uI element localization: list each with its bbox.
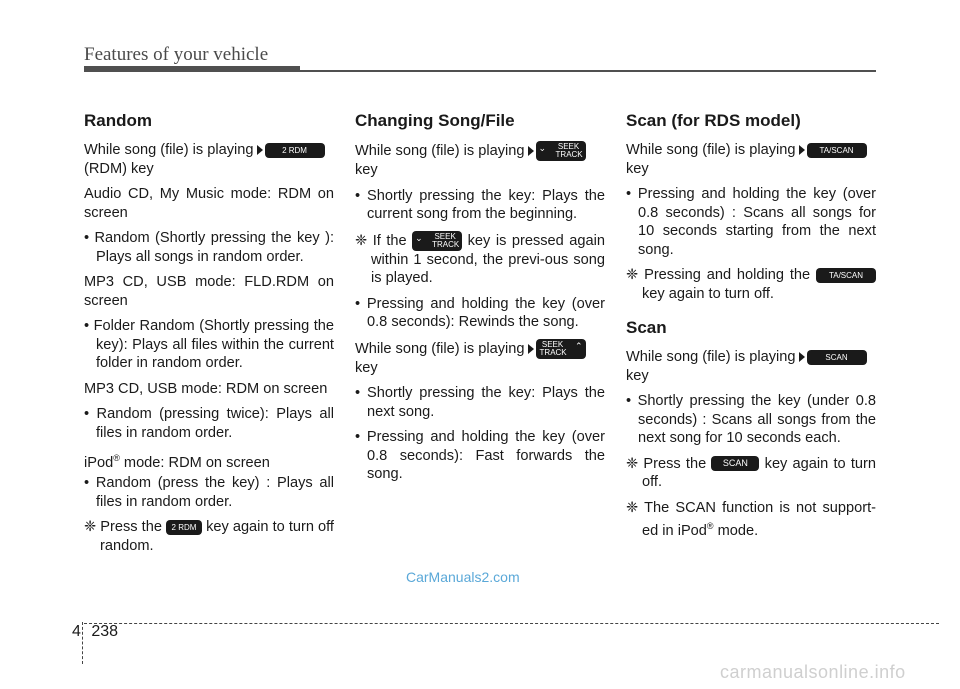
- column-random: [84, 110, 334, 562]
- text: ❈ Press the: [626, 455, 707, 472]
- page-number-value: 238: [91, 623, 119, 640]
- note-item: [355, 231, 605, 288]
- text: ❈ If the: [355, 232, 407, 249]
- arrow-right-icon: [799, 145, 805, 155]
- scan-key-icon: SCAN: [711, 456, 759, 471]
- chevron-down-icon: ⌄: [538, 143, 547, 153]
- text: key again to turn off.: [642, 455, 876, 490]
- note-item: [626, 455, 876, 492]
- paragraph: MP3 CD, USB mode: RDM on screen: [84, 380, 328, 397]
- heading-scan-rds: Scan (for RDS model): [626, 111, 801, 130]
- note-item: [84, 518, 334, 555]
- chapter-number: 4: [72, 623, 81, 640]
- key-label: SEEK TRACK: [432, 231, 460, 249]
- paragraph: [626, 348, 876, 385]
- arrow-right-icon: [799, 352, 805, 362]
- text: key: [355, 162, 378, 178]
- ta-scan-key-icon: TA/SCAN: [816, 268, 876, 283]
- ta-scan-key-icon: TA/SCAN: [807, 143, 867, 158]
- text: While song (file) is playing: [626, 349, 796, 365]
- footer-brand-watermark: carmanualsonline.info: [720, 662, 906, 682]
- text: While song (file) is playing: [355, 340, 525, 357]
- text: key is pressed again within 1 second, the previ-ous song is played.: [371, 232, 605, 286]
- key-label: SEEK TRACK: [539, 339, 567, 357]
- bullet-item: • Shortly pressing the key: Plays the next song.: [355, 385, 605, 420]
- bullet-item: • Folder Random (Shortly pressing the key): Plays all files within the current folder in random order.: [84, 318, 334, 371]
- seek-track-down-key-icon: [412, 231, 462, 251]
- bullet-item: • Random (press the key) : Plays all files in random order.: [84, 475, 334, 510]
- text: iPod: [84, 454, 114, 471]
- watermark-link[interactable]: CarManuals2.com: [406, 569, 520, 585]
- page-number: [72, 623, 118, 641]
- note-item: [626, 266, 876, 303]
- paragraph: [355, 141, 605, 180]
- seek-track-down-key-icon: [536, 141, 586, 161]
- arrow-right-icon: [528, 146, 534, 156]
- bullet-item: • Random (Shortly pressing the key ): Plays all songs in random order.: [84, 230, 334, 265]
- text: ❈ Pressing and holding the: [626, 267, 811, 283]
- paragraph: [84, 141, 334, 178]
- bullet-item: • Pressing and holding the key (over 0.8 seconds): Rewinds the song.: [355, 295, 605, 330]
- text: ❈ Press the: [84, 519, 162, 536]
- bullet-item: • Shortly pressing the key (under 0.8 seconds) : Scans all songs from the next song for 10 seconds each.: [626, 393, 876, 446]
- registered-mark: ®: [706, 521, 714, 531]
- text: key: [626, 367, 649, 384]
- text: While song (file) is playing: [84, 142, 254, 158]
- rdm-key-icon: 2 RDM: [265, 143, 325, 158]
- paragraph: MP3 CD, USB mode: FLD.RDM on screen: [84, 274, 334, 309]
- header-bar: [84, 66, 300, 72]
- text: key: [355, 359, 378, 376]
- bullet-item: • Random (pressing twice): Plays all files in random order.: [84, 406, 334, 441]
- note-item: [626, 499, 876, 541]
- text: (RDM) key: [84, 160, 154, 177]
- seek-track-up-key-icon: [536, 339, 586, 359]
- bullet-item: • Pressing and holding the key (over 0.8 seconds) : Scans all songs for 10 seconds starting from the next song.: [626, 186, 876, 258]
- paragraph: [355, 339, 605, 378]
- scan-key-icon: SCAN: [807, 350, 867, 365]
- heading-random: Random: [84, 111, 152, 130]
- registered-mark: ®: [113, 453, 120, 463]
- paragraph: [626, 141, 876, 178]
- header-rule: [300, 70, 876, 72]
- text: key again to turn off random.: [100, 519, 334, 554]
- key-label: SEEK TRACK: [555, 142, 583, 159]
- bullet-item: • Shortly pressing the key: Plays the current song from the beginning.: [355, 187, 605, 222]
- text: mode.: [713, 522, 759, 539]
- chevron-down-icon: ⌄: [415, 232, 423, 243]
- text: mode: RDM on screen: [119, 454, 270, 471]
- text: While song (file) is playing: [355, 142, 525, 159]
- text: key: [626, 160, 649, 177]
- paragraph: Audio CD, My Music mode: RDM on screen: [84, 186, 334, 221]
- heading-changing-song: Changing Song/File: [355, 111, 515, 130]
- heading-scan: Scan: [626, 318, 667, 337]
- arrow-right-icon: [257, 145, 263, 155]
- text: ❈ The SCAN function is not support-ed in iPod: [626, 499, 876, 539]
- bullet-item: • Pressing and holding the key (over 0.8 seconds): Fast forwards the song.: [355, 429, 605, 482]
- footer-rule: [84, 623, 939, 624]
- text: While song (file) is playing: [626, 142, 796, 158]
- arrow-right-icon: [528, 344, 534, 354]
- header-title: Features of your vehicle: [84, 44, 269, 65]
- column-changing-song: [355, 110, 605, 491]
- column-scan: [626, 110, 876, 547]
- text: key again to turn off.: [642, 285, 774, 302]
- chevron-up-icon: ⌃: [574, 340, 583, 351]
- paragraph: [84, 449, 334, 472]
- rdm-key-icon: 2 RDM: [166, 520, 202, 535]
